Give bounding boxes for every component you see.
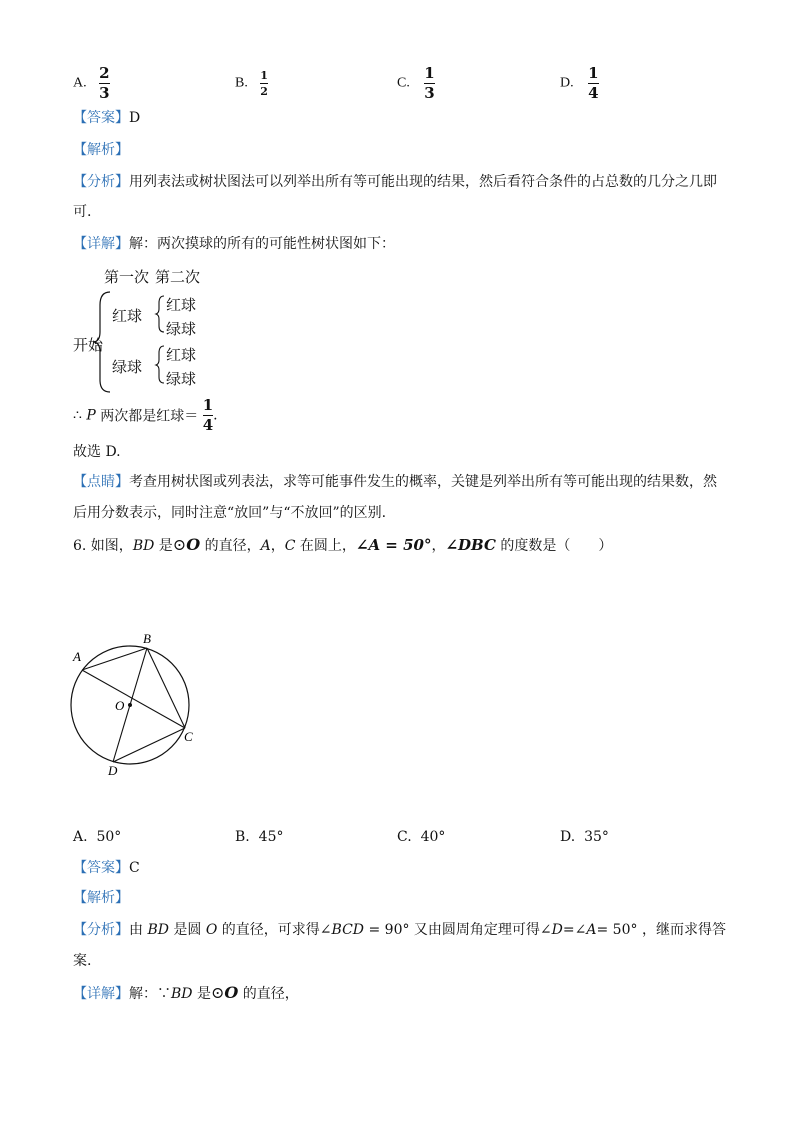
label-C: C: [184, 729, 193, 744]
tree-second-1: 红球: [166, 296, 197, 314]
fraction: [424, 66, 434, 101]
fenxi-tag: 【分析】: [73, 922, 129, 938]
q6-fenxi-line2: 案.: [73, 953, 92, 969]
segment-ac: [82, 670, 185, 728]
xiangjie-text: 的直径，: [238, 986, 299, 1002]
option-letter: C.: [397, 829, 412, 845]
period: .: [213, 407, 218, 424]
fraction: [203, 398, 213, 433]
denominator: 4: [202, 416, 214, 434]
conclusion-text: 两次都是红球＝: [95, 408, 199, 425]
answer-value: C: [129, 860, 140, 876]
xiangjie-text: 解：∵: [129, 986, 171, 1002]
circle-O: O: [224, 983, 239, 1002]
fenxi-tag: 【分析】: [73, 174, 129, 190]
small-brace-bottom: [156, 346, 164, 383]
fenxi-text: 由: [129, 922, 148, 938]
angle-DBC: ∠DBC: [445, 536, 496, 554]
segment-bd: BD: [147, 922, 169, 938]
numerator: 1: [424, 64, 435, 82]
label-B: B: [143, 631, 151, 646]
fraction-bar: [260, 83, 268, 84]
therefore: ∴: [73, 407, 82, 424]
label-A: A: [73, 649, 81, 664]
option-value: 45°: [258, 829, 284, 845]
segment-bd: BD: [132, 538, 155, 554]
big-brace: [94, 292, 110, 392]
question-number: 6.: [73, 538, 87, 554]
stem-text: 的度数是（ ）: [495, 538, 613, 554]
q6-option-c: [397, 827, 445, 847]
tree-second-4: 绿球: [166, 370, 197, 388]
circle-figure: [60, 625, 220, 785]
answer-tag: 【答案】: [73, 110, 129, 126]
q5-choose: 故选 D.: [73, 444, 121, 460]
option-letter: C.: [397, 75, 410, 91]
segment-ab: [82, 648, 147, 670]
numerator: 2: [99, 64, 110, 82]
fenxi-text: 是圆: [168, 922, 206, 938]
numerator: 1: [260, 69, 268, 82]
numerator: 1: [588, 64, 599, 82]
option-letter: B.: [235, 829, 250, 845]
dianjing-tag: 【点睛】: [73, 474, 129, 490]
q6-option-b: [235, 827, 283, 847]
q5-conclusion: [73, 398, 218, 433]
segment-bd: BD: [171, 986, 193, 1002]
q6-xiangjie: [73, 983, 299, 1004]
xiangjie-text: 解：两次摸球的所有的可能性树状图如下：: [129, 236, 395, 252]
fenxi-text: =∠: [562, 922, 587, 938]
tree-second-3: 红球: [166, 346, 197, 364]
fraction: [260, 70, 268, 97]
circle-O: O: [186, 535, 201, 554]
q6-answer: [73, 858, 140, 878]
xiangjie-tag: 【详解】: [73, 236, 129, 252]
denominator: 3: [99, 84, 110, 102]
label-D: D: [108, 763, 118, 778]
q6-option-a: [73, 827, 121, 847]
q5-option-d: [560, 66, 599, 101]
stem-text: 如图，: [86, 538, 133, 554]
stem-text: ，: [270, 538, 285, 554]
tree-second-2: 绿球: [166, 320, 197, 338]
angle-D: D: [551, 922, 563, 938]
q5-jiexi-tag: 【解析】: [73, 142, 129, 158]
q5-dianjing-line2: 后用分数表示，同时注意“放回”与“不放回”的区别.: [73, 505, 387, 521]
fraction: [588, 66, 598, 101]
tree-start: 开始: [73, 336, 104, 354]
option-letter: A.: [73, 75, 87, 91]
point-A: A: [260, 538, 271, 554]
denominator: 3: [424, 84, 435, 102]
xiangjie-tag: 【详解】: [73, 986, 129, 1002]
numerator: 1: [202, 396, 214, 414]
q5-dianjing: [73, 472, 717, 492]
q6-jiexi-tag: 【解析】: [73, 890, 129, 906]
circle-symbol: ⊙: [172, 535, 187, 554]
angle-A: ∠A = 50°: [355, 536, 432, 554]
stem-text: 的直径，: [200, 538, 261, 554]
angle-BCD: BCD: [331, 922, 365, 938]
center-dot: [128, 703, 132, 707]
point-C: C: [284, 538, 296, 554]
option-value: 50°: [96, 829, 122, 845]
q6-stem: [73, 535, 612, 556]
option-letter: A.: [73, 829, 88, 845]
denominator: 2: [260, 85, 268, 98]
probability-P: P: [86, 407, 96, 424]
q5-option-c: [397, 66, 435, 101]
circle-symbol: ⊙: [210, 983, 225, 1002]
tree-col1: 第一次: [104, 268, 150, 286]
tree-first-1: 红球: [112, 307, 143, 325]
option-letter: D.: [560, 829, 576, 845]
label-O: O: [115, 698, 125, 713]
q6-fenxi: [73, 920, 726, 940]
answer-value: D: [129, 110, 141, 126]
tree-first-2: 绿球: [112, 358, 143, 376]
fenxi-text: = 90° 又由圆周角定理可得∠: [364, 922, 552, 938]
option-letter: B.: [235, 75, 248, 91]
small-brace-top: [156, 296, 164, 332]
stem-text: ，: [431, 538, 446, 554]
fenxi-text: = 50° ，继而求得答: [596, 922, 726, 938]
stem-text: 在圆上，: [295, 538, 356, 554]
fenxi-text: 用列表法或树状图法可以列举出所有等可能出现的结果，然后看符合条件的占总数的几分之几即: [129, 174, 717, 190]
segment-dc: [113, 728, 185, 762]
answer-tag: 【答案】: [73, 860, 129, 876]
tree-braces: [0, 0, 260, 400]
q5-fenxi-line2: 可.: [73, 204, 92, 220]
stem-text: 是: [154, 538, 173, 554]
xiangjie-text: 是: [192, 986, 211, 1002]
denominator: 4: [588, 84, 599, 102]
angle-A: A: [586, 922, 597, 938]
q6-option-d: [560, 827, 609, 847]
fenxi-text: 的直径，可求得∠: [217, 922, 332, 938]
circle-O: O: [205, 922, 218, 938]
option-value: 40°: [420, 829, 446, 845]
option-letter: D.: [560, 75, 574, 91]
tree-col2: 第二次: [155, 268, 201, 286]
option-value: 35°: [584, 829, 609, 845]
segment-bc: [147, 648, 185, 728]
dianjing-text: 考查用树状图或列表法，求等可能事件发生的概率，关键是列举出所有等可能出现的结果数，然: [129, 474, 717, 490]
